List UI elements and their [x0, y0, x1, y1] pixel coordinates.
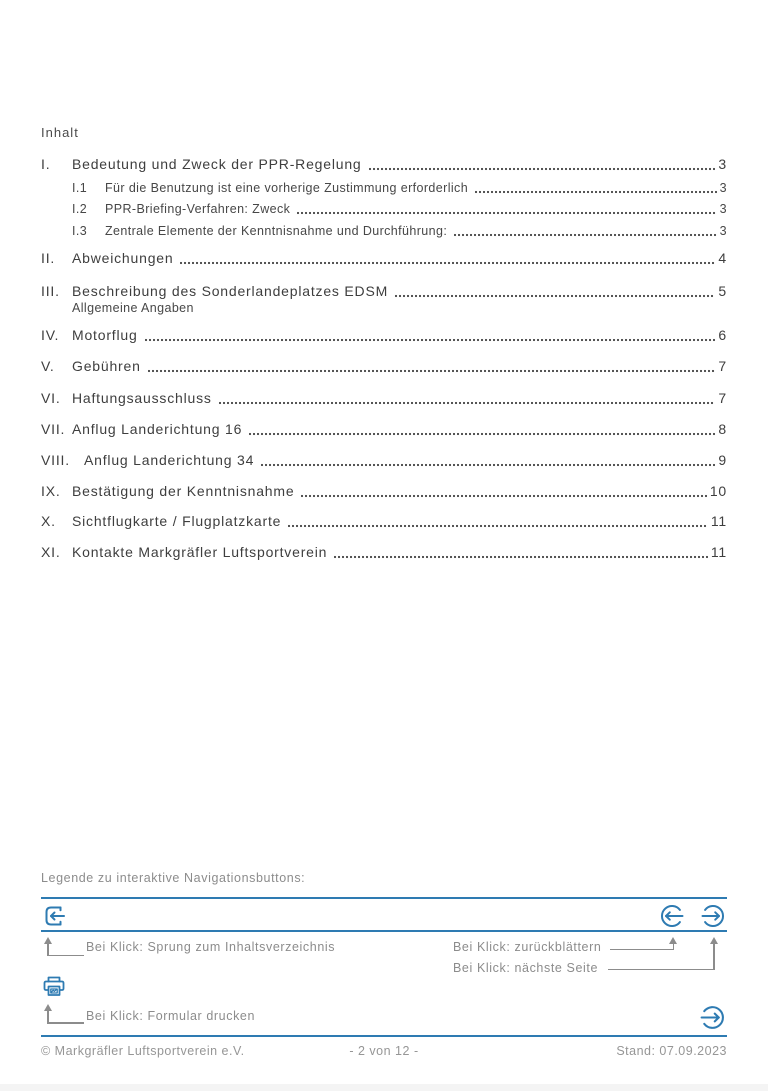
circle-arrow-left-icon[interactable]	[659, 903, 685, 929]
toc-entry[interactable]	[41, 248, 727, 266]
toc-sublabel: Allgemeine Angaben	[72, 301, 194, 315]
toc-leader-dots	[369, 163, 716, 171]
toc-entry-title: Anflug Landerichtung 16	[72, 421, 243, 437]
toc-entry-page: 10	[709, 483, 727, 499]
toc-entry-title: Kontakte Markgräfler Luftsportverein	[72, 544, 328, 560]
exit-left-icon[interactable]	[42, 903, 68, 929]
legend-label-next: Bei Klick: nächste Seite	[453, 961, 599, 975]
toc-entry-page: 3	[719, 224, 727, 238]
toc-entry-title: Bedeutung und Zweck der PPR-Regelung	[72, 156, 362, 172]
toc-leader-dots	[301, 490, 706, 498]
toc-entry-number: XI.	[41, 544, 61, 560]
toc-entry-number: I.2	[72, 202, 88, 216]
toc-entry-number: I.1	[72, 181, 88, 195]
toc-entry-title: Anflug Landerichtung 34	[84, 452, 255, 468]
toc-entry-title: Zentrale Elemente der Kenntnisnahme und Durchführung:	[105, 224, 448, 238]
legend-connector-line	[47, 955, 84, 957]
footer-copyright: © Markgräfler Luftsportverein e.V.	[41, 1044, 245, 1058]
toc-leader-dots	[475, 186, 717, 194]
toc-entry[interactable]	[41, 419, 727, 437]
footer-stand-date: Stand: 07.09.2023	[616, 1044, 727, 1058]
legend-connector-arrow	[669, 937, 677, 944]
toc-entry-number: I.	[41, 156, 51, 172]
legend-label-back: Bei Klick: zurückblättern	[453, 940, 602, 954]
toc-entry[interactable]	[41, 281, 727, 299]
toc-entry-number: IX.	[41, 483, 61, 499]
toc-leader-dots	[395, 290, 715, 298]
page-bottom-edge	[0, 1084, 768, 1091]
toc-entry-number: III.	[41, 283, 60, 299]
legend-label-print: Bei Klick: Formular drucken	[86, 1009, 256, 1023]
legend-connector-arrow	[710, 937, 718, 944]
toc-entry-page: 9	[718, 452, 727, 468]
toc-entry-title: Haftungsausschluss	[72, 390, 212, 406]
toc-leader-dots	[219, 397, 716, 405]
legend-label-toc-jump: Bei Klick: Sprung zum Inhaltsverzeichnis	[86, 940, 336, 954]
toc-entry-page: 3	[719, 181, 727, 195]
toc-entry-title: Für die Benutzung ist eine vorherige Zustimmung erforderlich	[105, 181, 469, 195]
footer-divider-line	[41, 1035, 727, 1037]
nav-band-bottom-line	[41, 930, 727, 932]
toc-leader-dots	[148, 365, 716, 373]
toc-entry-page: 5	[718, 283, 727, 299]
toc-entry-page: 7	[718, 390, 727, 406]
toc-entry[interactable]	[41, 511, 727, 529]
toc-subentry[interactable]	[41, 222, 727, 238]
toc-entry-page: 11	[710, 513, 727, 529]
toc-entry-page: 7	[718, 358, 727, 374]
toc-entry[interactable]	[41, 356, 727, 374]
legend-heading: Legende zu interaktive Navigationsbuttons:	[41, 871, 306, 885]
toc-entry-number: IV.	[41, 327, 60, 343]
toc-leader-dots	[334, 551, 708, 559]
toc-entry[interactable]	[41, 542, 727, 560]
toc-entry[interactable]	[41, 325, 727, 343]
circle-arrow-right-icon[interactable]	[700, 903, 726, 929]
toc-entry-page: 11	[710, 544, 727, 560]
toc-entry-title: Gebühren	[72, 358, 141, 374]
toc-entry[interactable]	[41, 481, 727, 499]
toc-entry[interactable]	[41, 388, 727, 406]
legend-connector-line	[610, 949, 674, 951]
legend-connector-line	[47, 1022, 84, 1024]
toc-leader-dots	[249, 428, 715, 436]
footer-page-indicator: - 2 von 12 -	[349, 1044, 419, 1058]
toc-entry-title: Bestätigung der Kenntnisnahme	[72, 483, 295, 499]
toc-entry-title: Motorflug	[72, 327, 138, 343]
toc-subentry[interactable]	[41, 179, 727, 195]
toc-entry[interactable]	[41, 154, 727, 172]
toc-entry-page: 6	[718, 327, 727, 343]
legend-connector-line	[673, 943, 675, 950]
toc-entry-title: PPR-Briefing-Verfahren: Zweck	[105, 202, 291, 216]
toc-leader-dots	[180, 257, 715, 265]
toc-entry-number: VII.	[41, 421, 66, 437]
toc-entry-number: II.	[41, 250, 56, 266]
circle-arrow-right-icon[interactable]	[699, 1004, 726, 1031]
legend-connector-line	[608, 969, 714, 971]
toc-entry-number: I.3	[72, 224, 88, 238]
toc-entry-number: X.	[41, 513, 56, 529]
toc-leader-dots	[454, 229, 716, 237]
toc-subentry[interactable]	[41, 200, 727, 216]
toc-entry-number: VIII.	[41, 452, 70, 468]
toc-leader-dots	[261, 459, 715, 467]
toc-entry[interactable]	[41, 450, 727, 468]
toc-leader-dots	[297, 207, 716, 215]
toc-entry-page: 4	[718, 250, 727, 266]
toc-entry-title: Abweichungen	[72, 250, 174, 266]
toc-leader-dots	[288, 520, 708, 528]
toc-entry-page: 3	[718, 156, 727, 172]
legend-connector-line	[713, 943, 715, 970]
nav-band-top-line	[41, 897, 727, 899]
toc-entry-page: 8	[718, 421, 727, 437]
toc-entry-page: 3	[719, 202, 727, 216]
printer-icon[interactable]	[40, 973, 68, 1001]
toc-leader-dots	[145, 334, 716, 342]
toc-entry-number: V.	[41, 358, 55, 374]
toc-entry-title: Beschreibung des Sonderlandeplatzes EDSM	[72, 283, 389, 299]
toc-heading: Inhalt	[41, 125, 79, 140]
toc-entry-number: VI.	[41, 390, 61, 406]
toc-entry-title: Sichtflugkarte / Flugplatzkarte	[72, 513, 282, 529]
